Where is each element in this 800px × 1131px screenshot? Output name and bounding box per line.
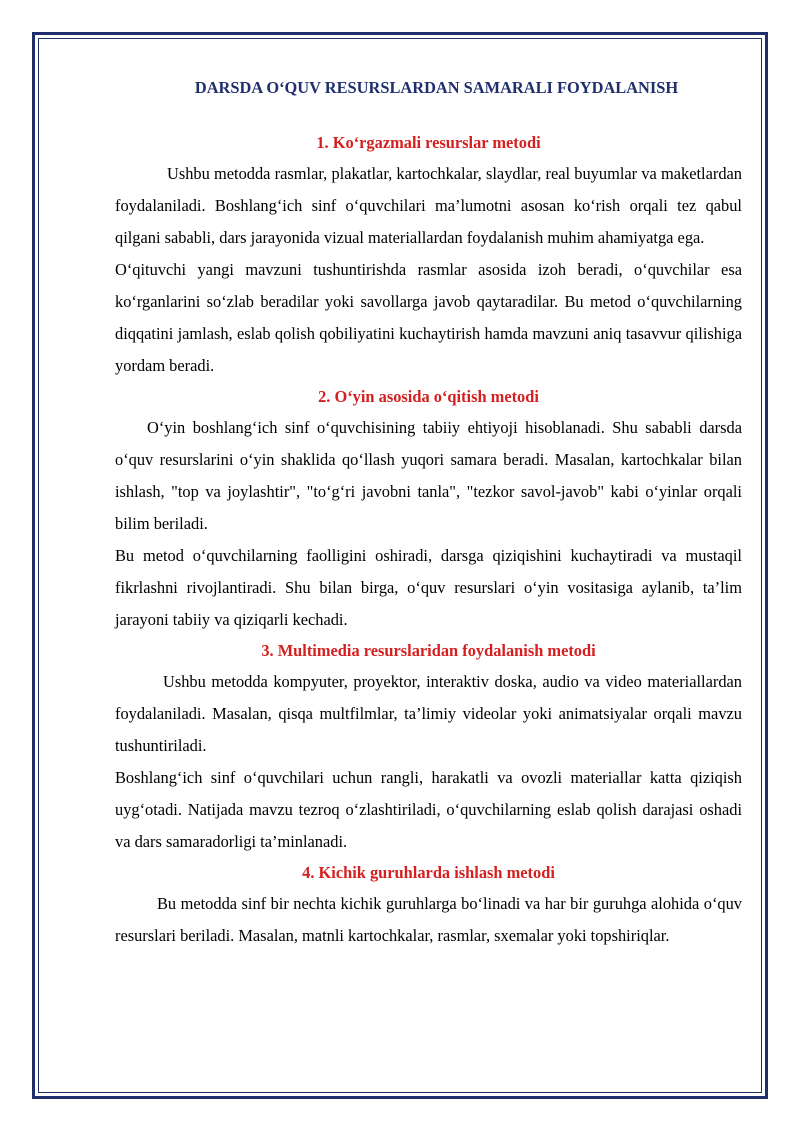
section-heading: 2. O‘yin asosida o‘qitish metodi xyxy=(318,387,539,406)
section-heading: 1. Ko‘rgazmali resurslar metodi xyxy=(316,133,541,152)
paragraph: Boshlang‘ich sinf o‘quvchilari uchun rangli, harakatli va ovozli materiallar katta qiziqish uyg‘otadi. Natijada mavzu tezroq o‘zlashtiriladi, o‘quvchilarning eslab qolish darajasi oshadi va dars samaradorligi ta’minlanadi. xyxy=(115,768,742,851)
document-body xyxy=(115,74,742,952)
document-title: DARSDA O‘QUV RESURSLARDAN SAMARALI FOYDALANISH xyxy=(194,78,679,97)
paragraph: O‘qituvchi yangi mavzuni tushuntirishda rasmlar asosida izoh beradi, o‘quvchilar esa ko‘rganlarini so‘zlab beradilar yoki savollarga javob qaytaradilar. Bu metod o‘quvchilarning diqqatini jamlash, eslab qolish qobiliyatini kuchaytirish hamda mavzuni aniq tasavvur qilishiga yordam beradi. xyxy=(115,260,742,375)
section-heading: 3. Multimedia resurslaridan foydalanish metodi xyxy=(261,641,596,660)
paragraph: O‘yin boshlang‘ich sinf o‘quvchisining tabiiy ehtiyoji hisoblanadi. Shu sababli darsda o‘quv resurslarini o‘yin shaklida qo‘llash yuqori samara beradi. Masalan, kartochkalar bilan ishlash, "top va joylashtir", "to‘g‘ri javobni tanla", "tezkor savol-javob" kabi o‘yinlar orqali bilim beriladi. xyxy=(115,418,742,533)
paragraph: Ushbu metodda rasmlar, plakatlar, kartochkalar, slaydlar, real buyumlar va maketlardan foydalaniladi. Boshlang‘ich sinf o‘quvchilari ma’lumotni asosan ko‘rish orqali tez qabul qilgani sababli, dars jarayonida vizual materiallardan foydalanish muhim ahamiyatga ega. xyxy=(115,164,742,247)
paragraph: Bu metod o‘quvchilarning faolligini oshiradi, darsga qiziqishini kuchaytiradi va mustaqil fikrlashni rivojlantiradi. Shu bilan birga, o‘quv resurslari o‘yin vositasiga aylanib, ta’lim jarayoni tabiiy va qiziqarli kechadi. xyxy=(115,546,742,629)
section-heading: 4. Kichik guruhlarda ishlash metodi xyxy=(302,863,555,882)
paragraph: Ushbu metodda kompyuter, proyektor, interaktiv doska, audio va video materiallardan foydalaniladi. Masalan, qisqa multfilmlar, ta’limiy videolar yoki animatsiyalar orqali mavzu tushuntiriladi. xyxy=(115,672,742,755)
paragraph: Bu metodda sinf bir nechta kichik guruhlarga bo‘linadi va har bir guruhga alohida o‘quv resurslari beriladi. Masalan, matnli kartochkalar, rasmlar, sxemalar yoki topshiriqlar. xyxy=(115,894,742,945)
